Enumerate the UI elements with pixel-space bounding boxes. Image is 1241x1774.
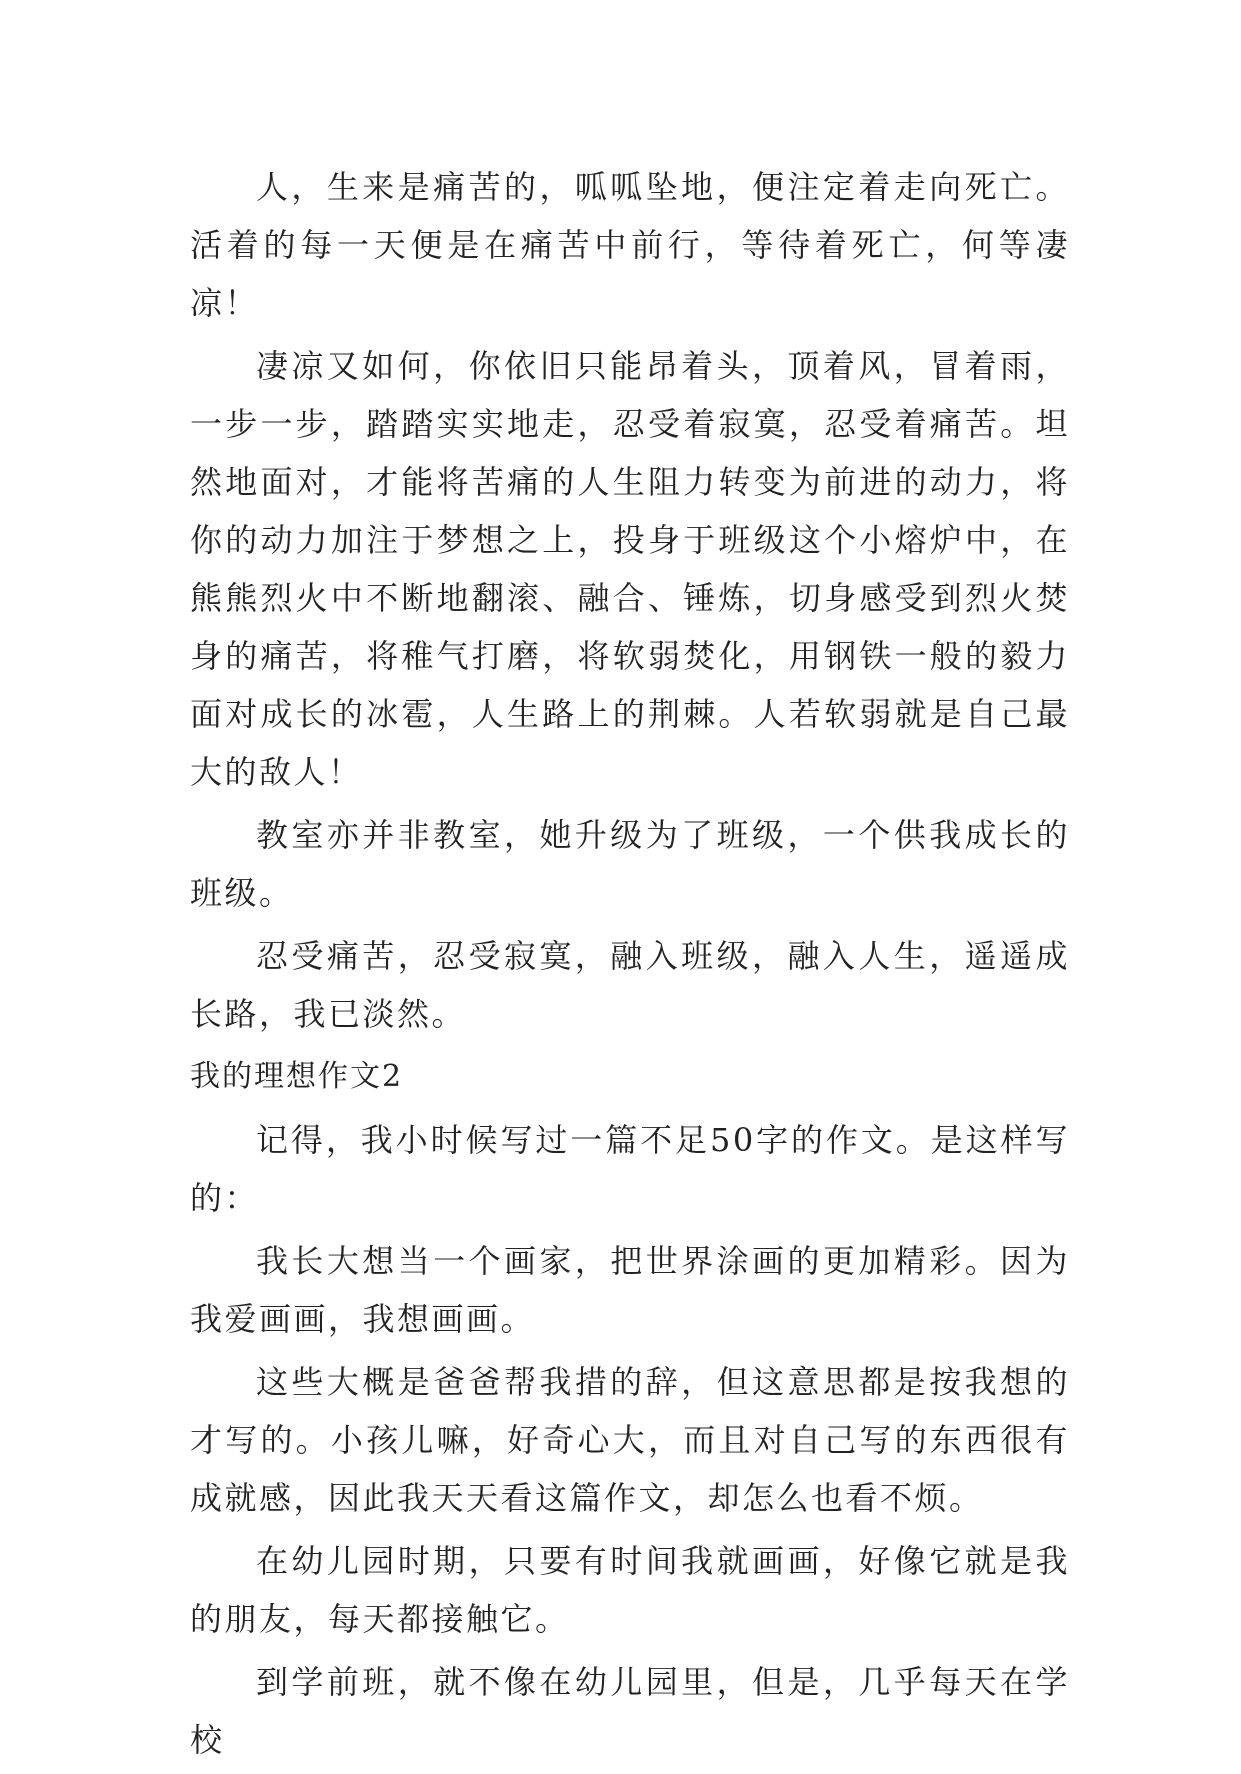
paragraph-4: 忍受痛苦，忍受寂寞，融入班级，融入人生，遥遥成长路，我已淡然。 xyxy=(190,937,1070,1033)
paragraph-8: 在幼儿园时期，只要有时间我就画画，好像它就是我的朋友，每天都接触它。 xyxy=(190,1542,1070,1638)
paragraph-5: 记得，我小时候写过一篇不足50字的作文。是这样写的： xyxy=(190,1121,1070,1217)
paragraph-3: 教室亦并非教室，她升级为了班级，一个供我成长的班级。 xyxy=(190,816,1070,912)
paragraph-9: 到学前班，就不像在幼儿园里，但是，几乎每天在学校 xyxy=(190,1663,1070,1759)
paragraph-7: 这些大概是爸爸帮我措的辞，但这意思都是按我想的才写的。小孩儿嘛，好奇心大，而且对自己写的东西很有成就感，因此我天天看这篇作文，却怎么也看不烦。 xyxy=(190,1363,1070,1517)
paragraph-1: 人，生来是痛苦的，呱呱坠地，便注定着走向死亡。活着的每一天便是在痛苦中前行，等待着死亡，何等凄凉！ xyxy=(190,168,1070,322)
document-body xyxy=(190,158,1070,1774)
paragraph-2: 凄凉又如何，你依旧只能昂着头，顶着风，冒着雨，一步一步，踏踏实实地走，忍受着寂寞，忍受着痛苦。坦然地面对，才能将苦痛的人生阻力转变为前进的动力，将你的动力加注于梦想之上，投身于班级这个小熔炉中，在熊熊烈火中不断地翻滚、融合、锤炼，切身感受到烈火焚身的痛苦，将稚气打磨，将软弱焚化，用钢铁一般的毅力面对成长的冰雹，人生路上的荆棘。人若软弱就是自己最大的敌人！ xyxy=(190,347,1070,791)
paragraph-6: 我长大想当一个画家，把世界涂画的更加精彩。因为我爱画画，我想画画。 xyxy=(190,1242,1070,1338)
section-heading: 我的理想作文2 xyxy=(190,1059,404,1094)
